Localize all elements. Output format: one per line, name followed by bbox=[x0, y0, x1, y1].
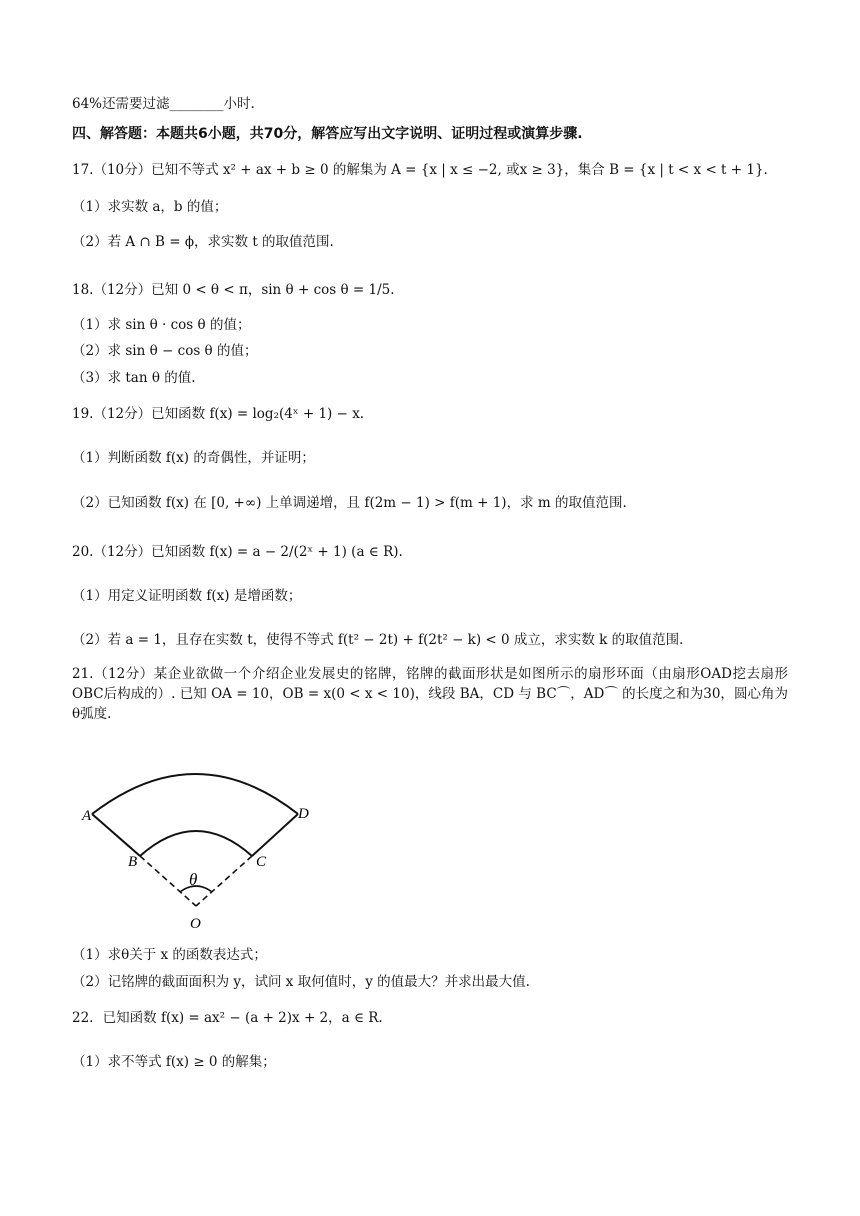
q18-part1: （1）求 sin θ · cos θ 的值； bbox=[72, 317, 251, 333]
label-a: A bbox=[82, 808, 92, 824]
label-d: D bbox=[298, 806, 309, 822]
dashed-radius-oc bbox=[196, 856, 252, 906]
q19-stem: 19.（12分）已知函数 f(x) = log₂(4ˣ + 1) − x. bbox=[72, 406, 365, 422]
q21-part1: （1）求θ关于 x 的函数表达式； bbox=[72, 947, 267, 963]
q20-part1: （1）用定义证明函数 f(x) 是增函数； bbox=[72, 588, 302, 604]
segment-ba bbox=[92, 814, 140, 856]
q20-stem: 20.（12分）已知函数 f(x) = a − 2/(2ˣ + 1) (a ∈ R). bbox=[72, 544, 403, 560]
arc-ad bbox=[92, 774, 298, 814]
q17-stem: 17.（10分）已知不等式 x² + ax + b ≥ 0 的解集为 A = {x | x ≤ −2, 或x ≥ 3}，集合 B = {x | t < x < t + 1}. bbox=[72, 162, 768, 178]
label-b: B bbox=[128, 854, 138, 870]
q21-stem: 21.（12分）某企业欲做一个介绍企业发展史的铭牌，铭牌的截面形状是如图所示的扇形环面（由扇形OAD挖去扇形OBC后构成的）. 已知 OA = 10，OB = x(0 < x < 10)，线段 BA，CD 与 BC⌒，AD⌒ 的长度之和为30，圆心角为θ弧度. bbox=[72, 666, 788, 722]
q21-part2: （2）记铭牌的截面面积为 y，试问 x 取何值时，y 的值最大？并求出最大值. bbox=[72, 974, 530, 990]
label-c: C bbox=[256, 854, 267, 870]
q18-part2: （2）求 sin θ − cos θ 的值； bbox=[72, 343, 258, 359]
q22-part1: （1）求不等式 f(x) ≥ 0 的解集； bbox=[72, 1054, 276, 1070]
label-o: O bbox=[190, 916, 201, 932]
q17-part1: （1）求实数 a，b 的值； bbox=[72, 199, 228, 215]
segment-cd bbox=[252, 814, 298, 856]
label-theta: θ bbox=[189, 870, 198, 889]
q20-part2: （2）若 a = 1，且存在实数 t，使得不等式 f(t² − 2t) + f(2t² − k) < 0 成立，求实数 k 的取值范围. bbox=[72, 632, 684, 648]
section-heading: 四、解答题：本题共6小题，共70分，解答应写出文字说明、证明过程或演算步骤. bbox=[72, 126, 583, 142]
q18-stem: 18.（12分）已知 0 < θ < π，sin θ + cos θ = 1/5. bbox=[72, 282, 395, 298]
q18-part3: （3）求 tan θ 的值. bbox=[72, 370, 196, 386]
q17-part2: （2）若 A ∩ B = ϕ，求实数 t 的取值范围. bbox=[72, 234, 334, 250]
q19-part2: （2）已知函数 f(x) 在 [0, +∞) 上单调递增，且 f(2m − 1) > f(m + 1)，求 m 的取值范围. bbox=[72, 495, 627, 511]
line-64-percent: 64%还需要过滤________小时. bbox=[72, 96, 255, 112]
q19-part1: （1）判断函数 f(x) 的奇偶性，并证明； bbox=[72, 450, 315, 466]
dashed-radius-ob bbox=[140, 856, 196, 906]
arc-bc bbox=[140, 831, 252, 856]
q22-stem: 22．已知函数 f(x) = ax² − (a + 2)x + 2，a ∈ R. bbox=[72, 1010, 383, 1026]
sector-ring-figure bbox=[72, 772, 332, 942]
